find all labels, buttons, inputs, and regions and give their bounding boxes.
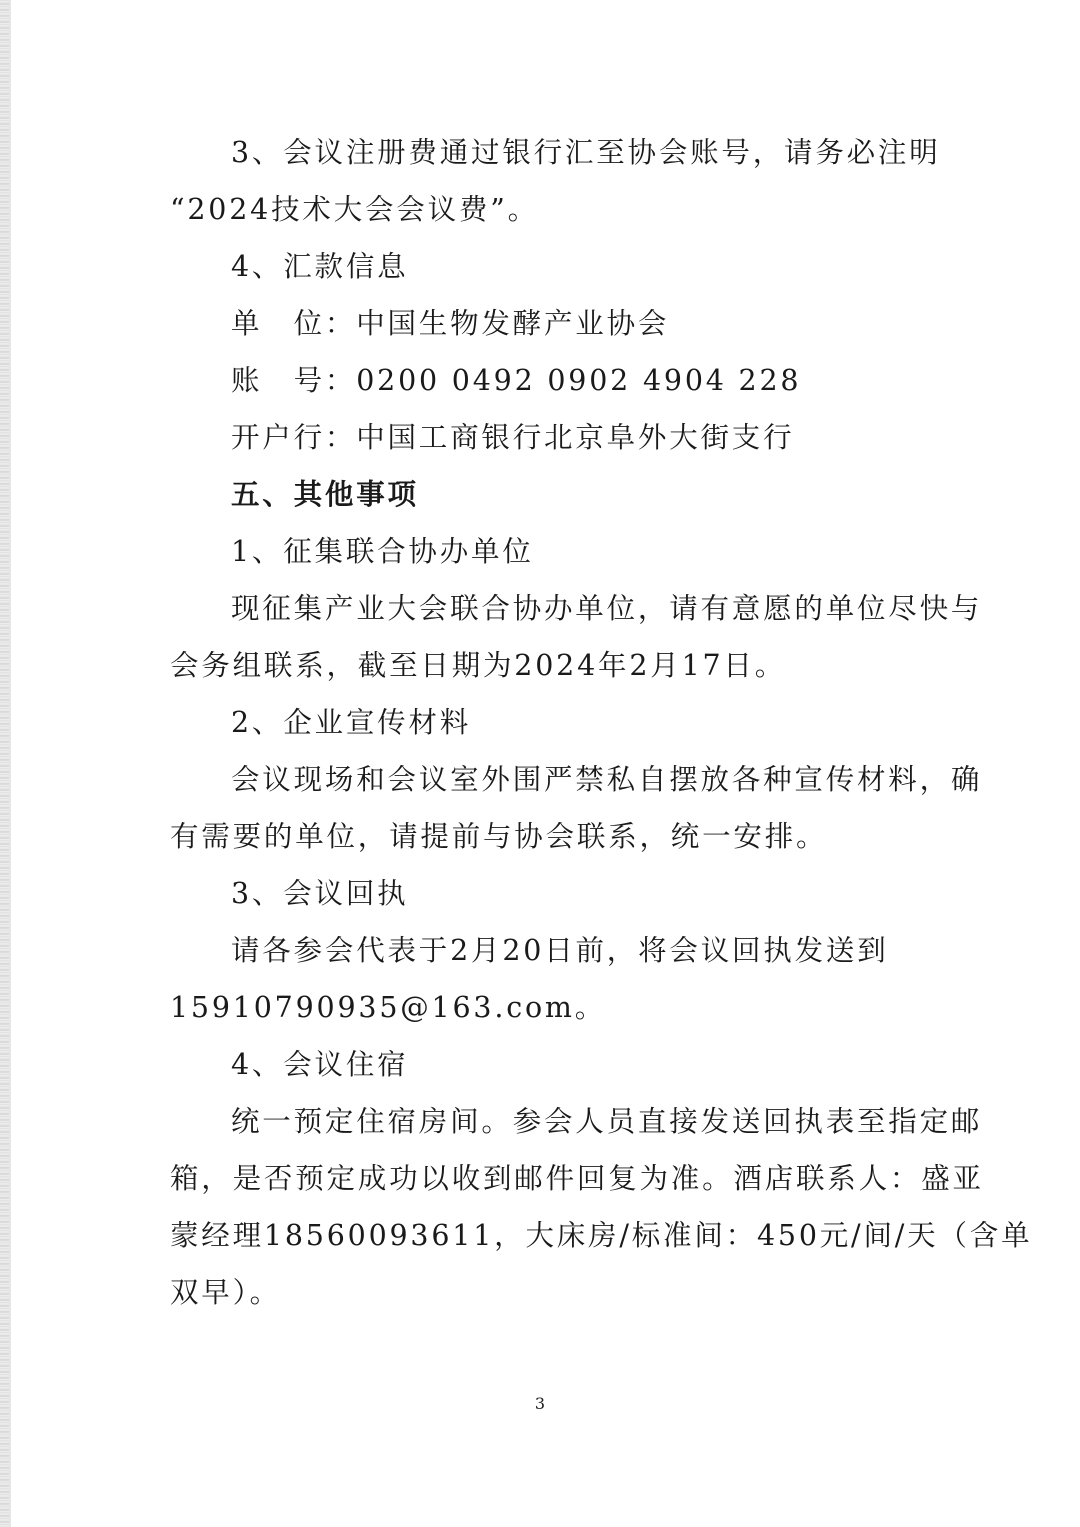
text-line: 2、企业宣传材料 [231, 706, 472, 739]
text-line: 蒙经理18560093611，大床房/标准间：450元/间/天（含单 [170, 1219, 1033, 1252]
paragraph-receipt-email [170, 979, 930, 1036]
paragraph-receipt-body [170, 922, 930, 979]
text-line: 单 位：中国生物发酵产业协会 [231, 307, 670, 340]
paragraph-co-organizer-body [170, 580, 983, 637]
text-line: 现征集产业大会联合协办单位，请有意愿的单位尽快与 [231, 592, 983, 625]
text-line: 3、会议回执 [231, 877, 409, 910]
scan-edge [0, 0, 9, 1527]
text-line: 3、会议注册费通过银行汇至协会账号，请务必注明 [231, 136, 941, 169]
text-line: 请各参会代表于2月20日前，将会议回执发送到 [231, 934, 889, 967]
paragraph-unit [170, 295, 930, 352]
document-body [170, 124, 1033, 1321]
paragraph-co-organizer-heading [170, 523, 930, 580]
paragraph-registration-fee [170, 124, 941, 181]
paragraph-bank [170, 409, 930, 466]
paragraph-accommodation-heading [170, 1036, 930, 1093]
paragraph-accommodation-body-cont-3 [170, 1264, 930, 1321]
text-line: 统一预定住宿房间。参会人员直接发送回执表至指定邮 [231, 1105, 983, 1138]
text-line: 4、汇款信息 [231, 250, 409, 283]
text-line: 双早）。 [170, 1276, 281, 1309]
text-line: 账 号：0200 0492 0902 4904 228 [231, 364, 802, 397]
paragraph-accommodation-body [170, 1093, 983, 1150]
paragraph-receipt-heading [170, 865, 930, 922]
paragraph-remittance-heading [170, 238, 930, 295]
email-address: 15910790935@163.com。 [170, 991, 607, 1024]
section-heading-other-matters [170, 466, 930, 523]
text-line: 有需要的单位，请提前与协会联系，统一安排。 [170, 820, 828, 853]
text-line: 五、其他事项 [231, 477, 419, 511]
paragraph-co-organizer-body-cont [170, 637, 930, 694]
text-line: 会议现场和会议室外围严禁私自摆放各种宣传材料，确 [231, 763, 983, 796]
page-number: 3 [534, 1394, 546, 1413]
scan-edge-inner [9, 0, 11, 1527]
paragraph-promo-body-cont [170, 808, 930, 865]
paragraph-promo-body [170, 751, 983, 808]
text-line: 1、征集联合协办单位 [231, 535, 534, 568]
paragraph-registration-fee-cont [170, 181, 930, 238]
text-line: 会务组联系，截至日期为2024年2月17日。 [170, 649, 787, 682]
text-line: 箱，是否预定成功以收到邮件回复为准。酒店联系人：盛亚 [170, 1162, 984, 1195]
paragraph-accommodation-body-cont-1 [170, 1150, 984, 1207]
paragraph-promo-heading [170, 694, 930, 751]
text-line: “2024技术大会会议费”。 [170, 193, 539, 226]
paragraph-accommodation-body-cont-2 [170, 1207, 1033, 1264]
paragraph-account-number [170, 352, 930, 409]
text-line: 4、会议住宿 [231, 1048, 409, 1081]
text-line: 开户行：中国工商银行北京阜外大街支行 [231, 421, 795, 454]
